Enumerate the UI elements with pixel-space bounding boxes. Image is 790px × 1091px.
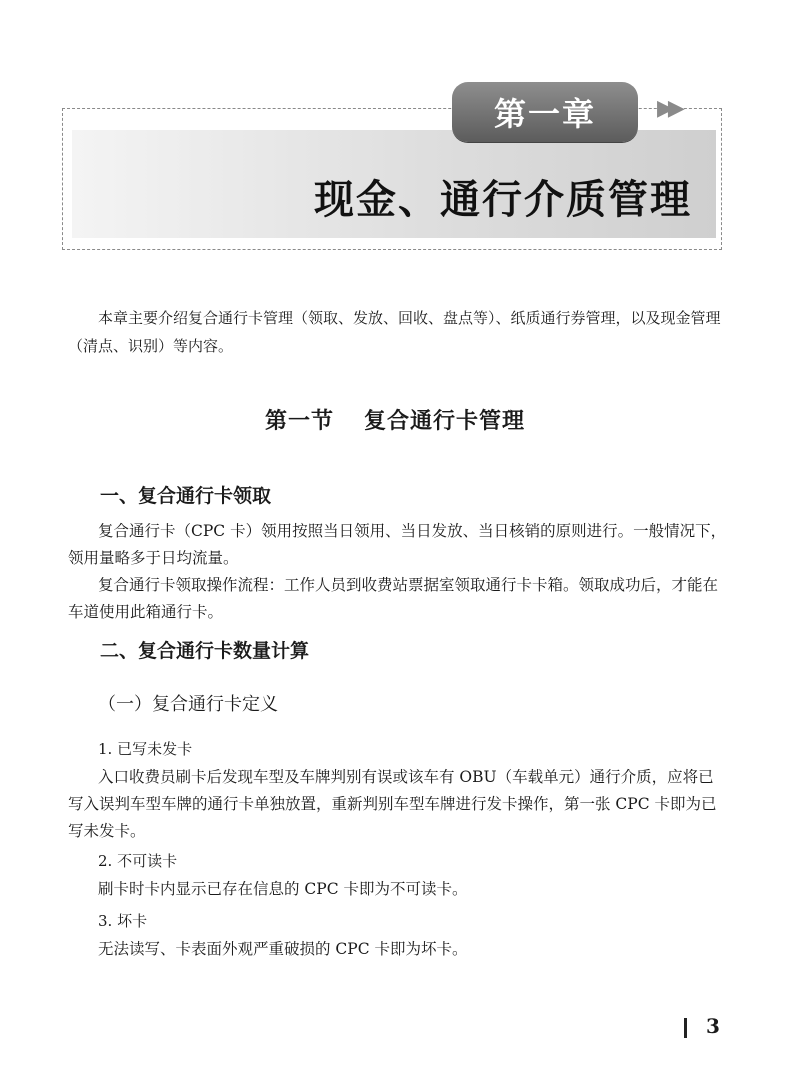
item-title: 3. 坏卡 bbox=[98, 912, 148, 930]
page-number bbox=[684, 1014, 720, 1038]
chapter-arrow-icon: ▶▶ bbox=[657, 96, 679, 121]
item-title: 2. 不可读卡 bbox=[98, 852, 178, 870]
item-title: 1. 已写未发卡 bbox=[98, 740, 193, 758]
item-text bbox=[68, 764, 728, 845]
section-name: 复合通行卡管理 bbox=[364, 409, 526, 434]
paragraph-text: 复合通行卡领取操作流程：工作人员到收费站票据室领取通行卡卡箱。领取成功后，才能在车道使用此箱通行卡。 bbox=[68, 576, 719, 621]
item-text bbox=[68, 876, 728, 903]
section-title bbox=[0, 404, 790, 435]
chapter-title: 现金、通行介质管理 bbox=[314, 176, 692, 223]
page-number-text: 3 bbox=[706, 1014, 720, 1038]
paragraph-text: 无法读写、卡表面外观严重破损的 CPC 卡即为坏卡。 bbox=[98, 940, 468, 958]
heading-part-1: 一、复合通行卡领取 bbox=[100, 485, 272, 507]
paragraph-text: 入口收费员刷卡后发现车型及车牌判别有误或该车有 OBU（车载单元）通行介质，应将已写入误判车型车牌的通行卡单独放置，重新判别车型车牌进行发卡操作，第一张 CPC 卡即为已写未发卡。 bbox=[68, 768, 717, 840]
chapter-intro: 本章主要介绍复合通行卡管理（领取、发放、回收、盘点等）、纸质通行券管理，以及现金管理（清点、识别）等内容。 bbox=[68, 309, 721, 355]
item-text bbox=[68, 936, 728, 963]
paragraph-text: 复合通行卡（CPC 卡）领用按照当日领用、当日发放、当日核销的原则进行。一般情况下，领用量略多于日均流量。 bbox=[68, 522, 727, 567]
paragraph-text: 刷卡时卡内显示已存在信息的 CPC 卡即为不可读卡。 bbox=[98, 880, 468, 898]
subheading: （一）复合通行卡定义 bbox=[98, 694, 278, 715]
chapter-label: 第一章 bbox=[452, 82, 638, 142]
paragraph bbox=[68, 518, 728, 572]
paragraph bbox=[68, 572, 728, 626]
section-number: 第一节 bbox=[264, 409, 334, 434]
heading-part-2: 二、复合通行卡数量计算 bbox=[100, 640, 310, 662]
